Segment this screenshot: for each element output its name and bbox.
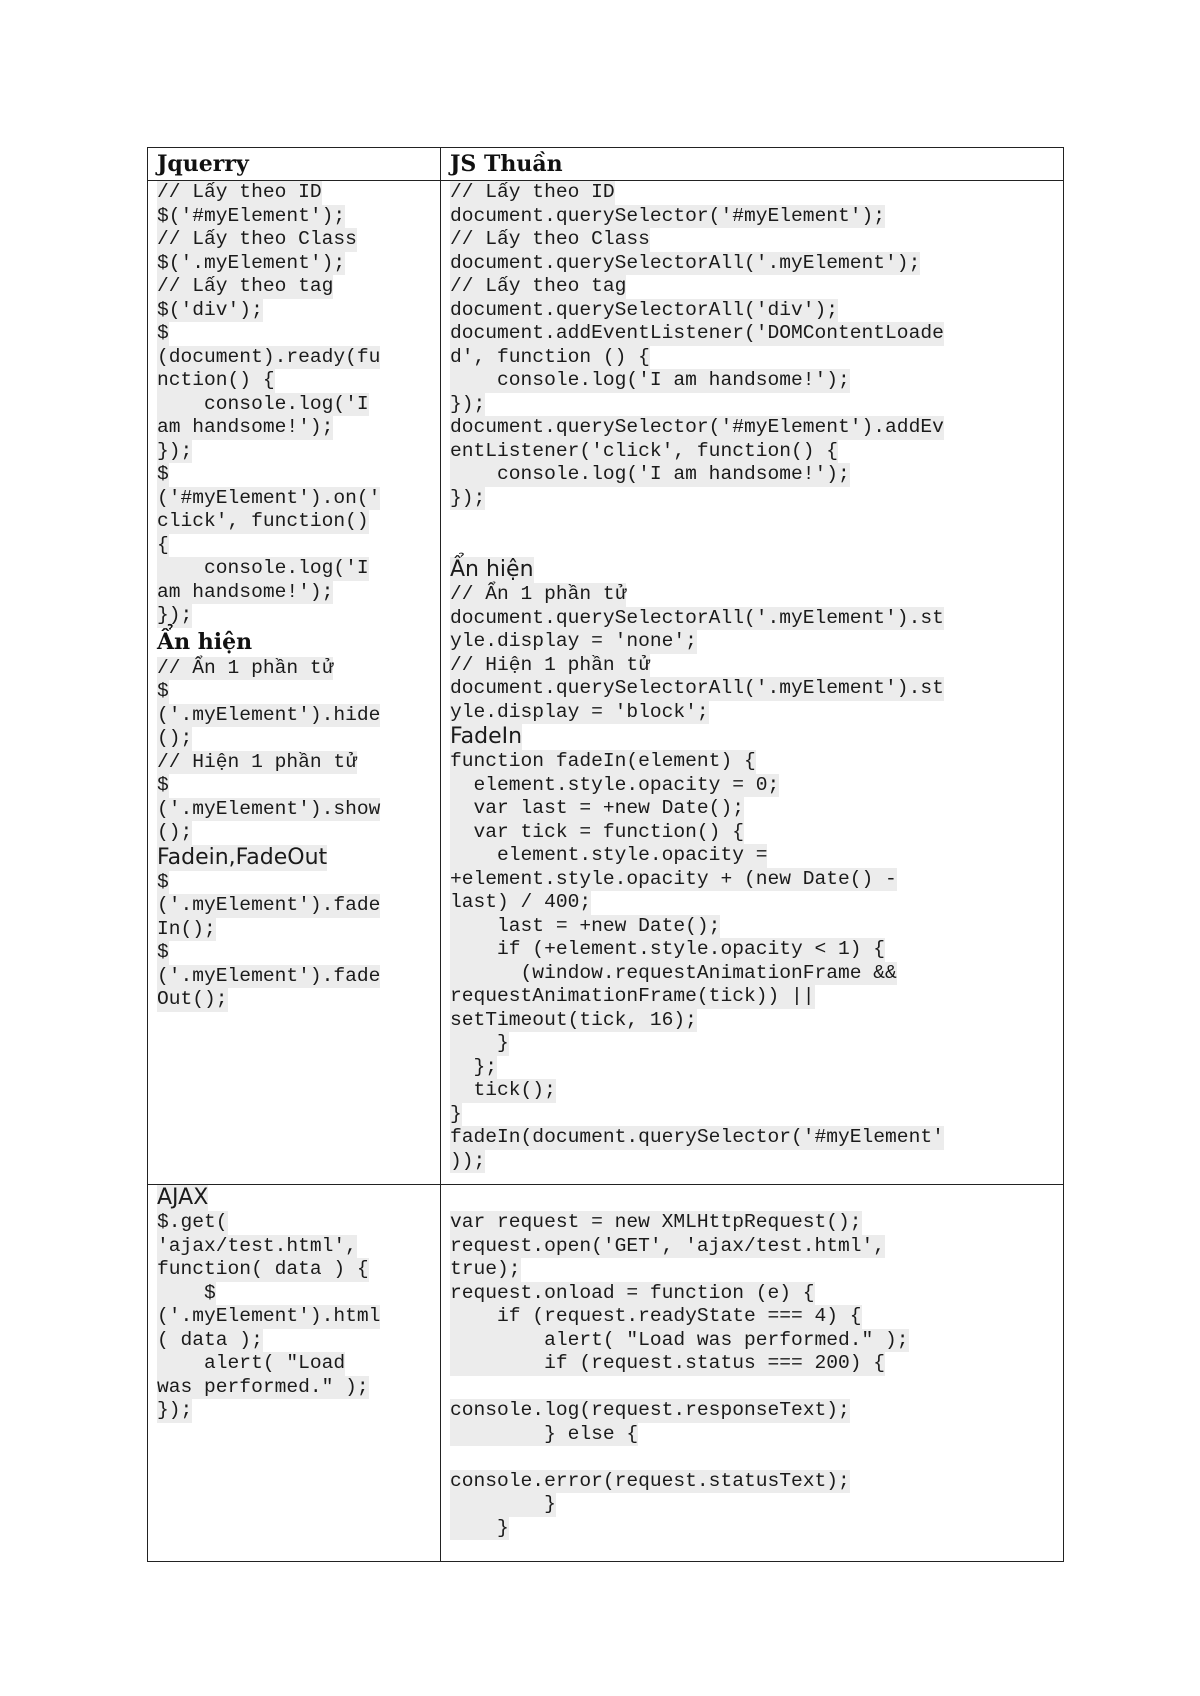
code-line: $('.myElement'); [157,251,346,274]
vanilla-ajax-code [450,1211,1055,1540]
code-line: }); [450,392,486,415]
code-line: } else { [450,1422,639,1445]
code-line: ( data ); [157,1328,263,1351]
code-line: // Lấy theo ID [157,181,322,203]
code-line: (document).ready(fu [157,345,381,368]
code-line: ('.myElement').fade [157,964,381,987]
header-vanilla-js: JS Thuần [441,148,1064,181]
code-line: document.querySelector('#myElement').addEv [450,416,944,438]
code-line: console.log(request.responseText); [450,1399,850,1421]
spacer [450,510,1055,557]
code-line: alert( "Load was performed." ); [450,1328,909,1351]
code-line: )); [450,1149,486,1172]
code-line: (); [157,727,193,749]
header-jquery: Jquerry [148,148,441,181]
code-line: (); [157,821,193,843]
code-line: ('.myElement').show [157,797,381,820]
code-line: } [450,1102,462,1125]
spacer [450,1185,1055,1211]
jquery-cell [148,181,441,1185]
code-line: ('.myElement').html [157,1305,381,1327]
code-line: console.log('I am handsome!'); [450,463,850,485]
vanilla-fade-title: FadeIn [450,724,523,749]
vanilla-showhide-code [450,583,1055,724]
jquery-ajax-cell [148,1185,441,1562]
code-line: request.onload = function (e) { [450,1281,815,1304]
code-line: am handsome!'); [157,580,334,603]
code-line: $ [157,680,169,702]
code-line: document.addEventListener('DOMContentLoade [450,322,944,344]
jquery-selector-event-code [157,181,432,628]
code-line: tick(); [450,1079,556,1101]
vanilla-cell [441,181,1064,1185]
code-line: function( data ) { [157,1258,369,1280]
code-line: }); [157,439,193,462]
code-line: last = +new Date(); [450,914,721,937]
code-line: ('#myElement').on(' [157,486,381,509]
code-line: request.open('GET', 'ajax/test.html', [450,1234,886,1257]
jquery-showhide-code [157,657,432,845]
code-line: $ [157,774,169,796]
vanilla-selector-event-code [450,181,1055,510]
code-line: yle.display = 'block'; [450,700,709,723]
code-line: console.log('I am handsome!'); [450,369,850,391]
code-line: alert( "Load [157,1352,346,1374]
comparison-table [147,147,1064,1562]
jquery-ajax-code [157,1211,432,1423]
code-line: document.querySelectorAll('.myElement').st [450,606,944,629]
code-line: var tick = function() { [450,820,744,843]
code-line: console.log('I [157,557,369,579]
code-line: (window.requestAnimationFrame && [450,961,897,984]
vanilla-ajax-cell [441,1185,1064,1562]
code-line: entListener('click', function() { [450,439,839,462]
code-line: document.querySelector('#myElement'); [450,204,886,227]
code-line: // Lấy theo ID [450,181,615,203]
code-line: // Lấy theo tag [157,275,334,297]
code-line: document.querySelectorAll('.myElement'); [450,251,921,274]
code-line: $('#myElement'); [157,204,346,227]
code-line: click', function() [157,510,369,532]
code-line: element.style.opacity = 0; [450,773,780,796]
vanilla-fade-code [450,750,1055,1173]
code-line: ('.myElement').fade [157,894,381,916]
code-line: // Lấy theo Class [450,228,650,250]
code-line: +element.style.opacity + (new Date() - [450,867,897,890]
code-line: // Hiện 1 phần tử [450,653,650,676]
header-row [148,148,1064,181]
code-line: }); [450,486,486,509]
code-line: am handsome!'); [157,416,334,438]
code-line: d', function () { [450,345,650,368]
code-line: }); [157,604,193,626]
jquery-showhide-title: Ẩn hiện [157,628,253,655]
code-line: true); [450,1258,521,1280]
code-line: ('.myElement').hide [157,703,381,726]
code-line: document.querySelectorAll('.myElement').st [450,677,944,699]
code-line: In(); [157,917,216,940]
code-line: $ [157,941,169,963]
code-line: console.error(request.statusText); [450,1469,850,1492]
code-line: }); [157,1399,193,1421]
code-line: setTimeout(tick, 16); [450,1008,697,1031]
code-line: // Hiện 1 phần tử [157,750,357,773]
code-line: } [450,1493,556,1515]
code-line: if (+element.style.opacity < 1) { [450,938,886,960]
code-line: { [157,533,169,556]
code-line: $.get( [157,1211,228,1233]
code-line: // Lấy theo Class [157,228,357,250]
code-line: // Ẩn 1 phần tử [157,656,334,679]
code-line: // Lấy theo tag [450,275,627,297]
jquery-ajax-title: AJAX [157,1185,209,1210]
main-row [148,181,1064,1185]
code-line: var request = new XMLHttpRequest(); [450,1211,862,1233]
code-line: // Ẩn 1 phần tử [450,583,627,605]
code-line: $('div'); [157,298,263,321]
code-line: }; [450,1055,498,1078]
jquery-fade-code [157,871,432,1012]
code-line: was performed." ); [157,1375,369,1398]
code-line: document.querySelectorAll('div'); [450,298,839,321]
vanilla-showhide-title: Ẩn hiện [450,557,534,582]
code-line: if (request.readyState === 4) { [450,1305,862,1327]
code-line: function fadeIn(element) { [450,750,756,772]
code-line: fadeIn(document.querySelector('#myElement' [450,1126,944,1148]
code-line: nction() { [157,369,275,391]
code-line: $ [157,322,169,344]
code-line: console.log('I [157,392,369,415]
code-line: } [450,1516,509,1539]
code-line: 'ajax/test.html', [157,1234,357,1257]
code-line: Out(); [157,988,228,1010]
code-line: element.style.opacity = [450,844,768,866]
code-line: $ [157,870,169,893]
code-line: last) / 400; [450,891,592,913]
ajax-row [148,1185,1064,1562]
code-line: yle.display = 'none'; [450,630,697,652]
code-line: var last = +new Date(); [450,797,744,819]
code-line: requestAnimationFrame(tick)) || [450,985,815,1007]
code-line: if (request.status === 200) { [450,1352,886,1374]
code-line: $ [157,1281,216,1304]
code-line: $ [157,463,169,485]
jquery-fade-title: Fadein,FadeOut [157,844,328,870]
code-line: } [450,1032,509,1054]
